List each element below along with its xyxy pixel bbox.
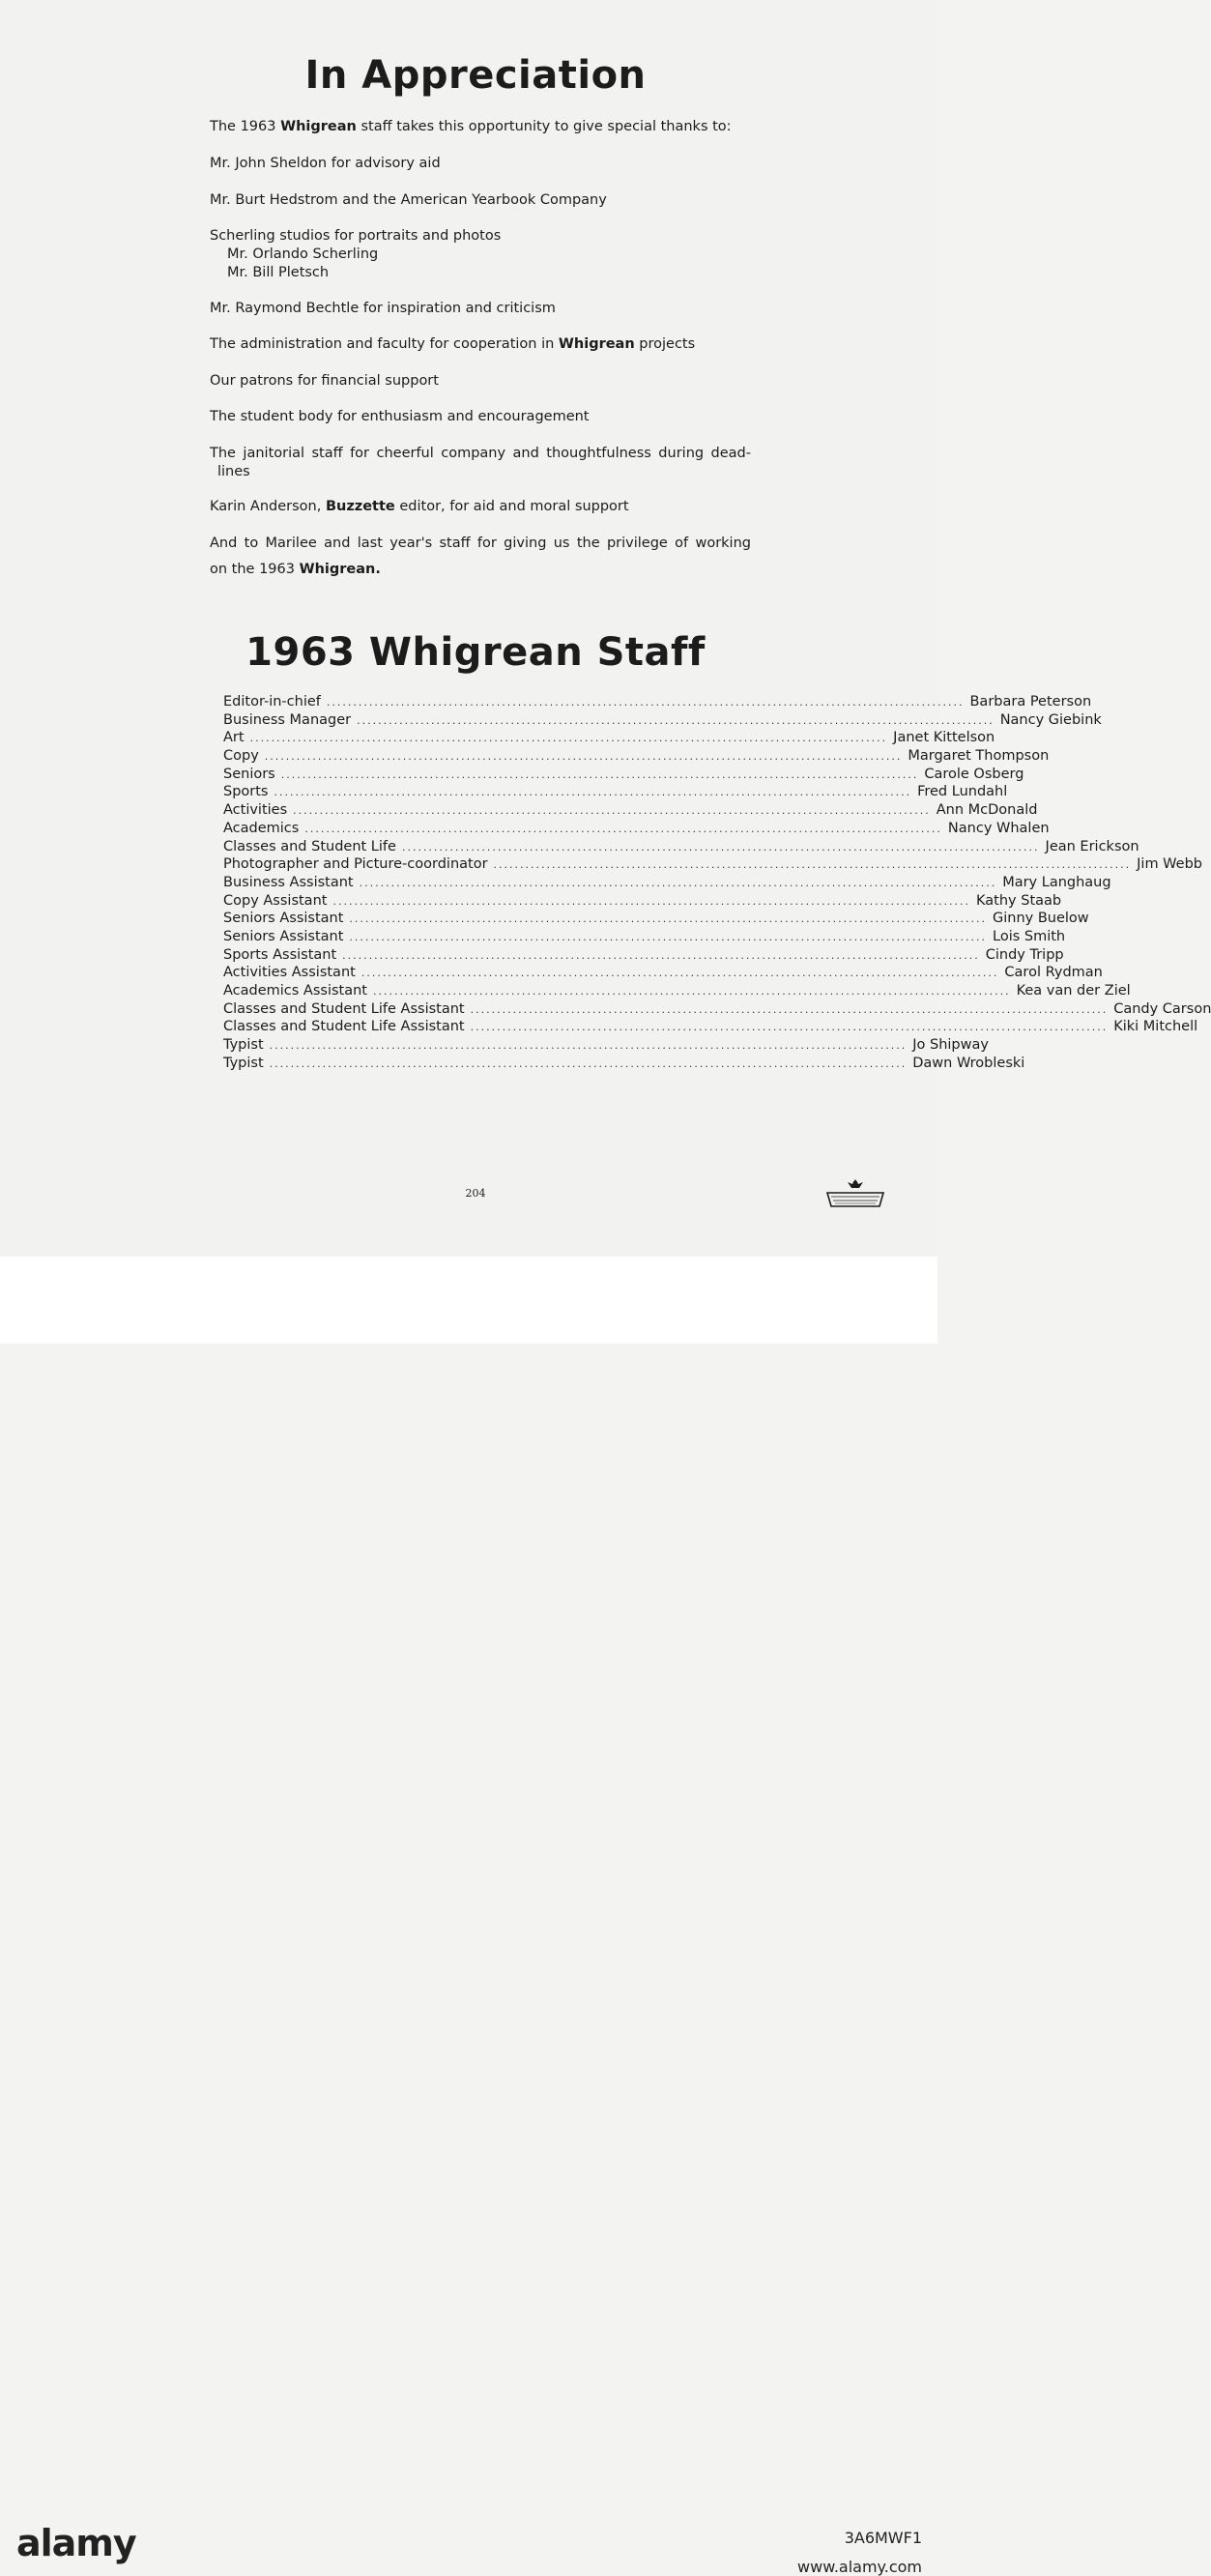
staff-row: [223, 1055, 1025, 1073]
leader-dots: ........................................................................................................................: [360, 967, 999, 980]
staff-name: Kiki Mitchell: [1113, 1019, 1198, 1035]
staff-row: [223, 964, 1103, 982]
staff-role: Activities: [223, 802, 288, 819]
intro-pre: The 1963: [210, 119, 281, 134]
staff-row: [223, 946, 1064, 965]
leader-dots: ........................................................................................................................: [470, 1002, 1109, 1016]
staff-role: Academics: [223, 820, 300, 836]
appreciation-title: In Appreciation: [304, 53, 647, 98]
marilee-line2-pre: on the 1963: [210, 562, 300, 577]
thanks-bechtle: Mr. Raymond Bechtle for inspiration and criticism: [210, 301, 556, 316]
janitorial-line2: lines: [217, 464, 250, 479]
scherling-line: Scherling studios for portraits and photos: [210, 228, 502, 244]
leader-dots: ........................................................................................................................: [332, 894, 971, 908]
staff-name: Jo Shipway: [912, 1037, 989, 1054]
staff-row: [223, 1018, 1198, 1036]
staff-role: Classes and Student Life Assistant: [223, 1000, 465, 1017]
leader-dots: ........................................................................................................................: [269, 1039, 908, 1053]
staff-name: Kathy Staab: [976, 892, 1062, 909]
staff-row: [223, 1000, 1211, 1019]
leader-dots: ........................................................................................................................: [349, 930, 987, 943]
marilee-line2: [210, 561, 751, 579]
staff-role: Classes and Student Life: [223, 838, 396, 854]
thanks-scherling: [210, 227, 751, 282]
leader-dots: ........................................................................................................................: [304, 822, 942, 835]
staff-row: [223, 855, 1202, 874]
staff-name: Carol Rydman: [1004, 965, 1103, 981]
staff-list: [223, 693, 1211, 1072]
admin-pre: The administration and faculty for cooperation in: [210, 336, 559, 352]
intro-bold: Whigrean: [280, 119, 357, 134]
leader-dots: ........................................................................................................................: [359, 876, 997, 889]
yearbook-company-logo: [825, 1177, 885, 1212]
thanks-marilee: [210, 535, 751, 579]
staff-row: [223, 1036, 989, 1055]
staff-name: Nancy Whalen: [947, 820, 1050, 836]
staff-role: Sports: [223, 784, 269, 800]
staff-role: Copy: [223, 748, 259, 765]
leader-dots: ........................................................................................................................: [349, 912, 987, 926]
staff-role: Art: [223, 730, 245, 746]
marilee-line2-bold: Whigrean.: [299, 562, 381, 577]
leader-dots: ........................................................................................................................: [274, 786, 912, 799]
leader-dots: ........................................................................................................................: [373, 985, 1011, 998]
staff-row: [223, 729, 995, 747]
staff-row: [223, 910, 1089, 928]
yearbook-page: [0, 0, 1211, 1257]
staff-row: [223, 801, 1038, 820]
staff-name: Ginny Buelow: [993, 911, 1089, 927]
leader-dots: ........................................................................................................................: [249, 732, 888, 745]
alamy-brand: alamy: [16, 2522, 136, 2564]
staff-role: Photographer and Picture-coordinator: [223, 856, 488, 873]
staff-name: Dawn Wrobleski: [912, 1055, 1025, 1071]
marilee-line1: And to Marilee and last year's staff for giving us the privilege of working: [210, 535, 751, 551]
staff-name: Barbara Peterson: [969, 694, 1092, 709]
staff-role: Business Assistant: [223, 874, 354, 890]
staff-row: [223, 820, 1050, 838]
staff-row: [223, 838, 1139, 856]
thanks-students: The student body for enthusiasm and encouragement: [210, 409, 590, 424]
thanks-hedstrom: Mr. Burt Hedstrom and the American Yearbook Company: [210, 192, 607, 208]
leader-dots: ........................................................................................................................: [401, 840, 1040, 854]
staff-role: Typist: [223, 1055, 264, 1071]
staff-row: [223, 747, 1050, 766]
staff-role: Classes and Student Life Assistant: [223, 1019, 465, 1035]
leader-dots: ........................................................................................................................: [357, 713, 995, 727]
image-id: 3A6MWF1: [844, 2529, 922, 2547]
staff-role: Seniors Assistant: [223, 911, 344, 927]
leader-dots: ........................................................................................................................: [269, 1056, 908, 1070]
leader-dots: ........................................................................................................................: [326, 696, 965, 709]
staff-name: Kea van der Ziel: [1016, 983, 1131, 999]
staff-name: Candy Carson: [1113, 1000, 1211, 1017]
staff-role: Editor-in-chief: [223, 694, 321, 709]
staff-name: Janet Kittelson: [893, 730, 995, 746]
staff-role: Academics Assistant: [223, 983, 367, 999]
staff-role: Sports Assistant: [223, 946, 337, 963]
leader-dots: ........................................................................................................................: [264, 750, 903, 764]
eagle-icon: [825, 1177, 885, 1212]
staff-name: Carole Osberg: [924, 766, 1024, 782]
watermark-footer: [0, 1257, 937, 2576]
thanks-patrons: Our patrons for financial support: [210, 373, 439, 389]
janitorial-line1: The janitorial staff for cheerful company and thoughtfulness during dead-: [210, 446, 751, 461]
intro-line: [210, 118, 751, 136]
staff-name: Nancy Giebink: [999, 711, 1102, 728]
karin-post: editor, for aid and moral support: [394, 499, 629, 514]
leader-dots: ........................................................................................................................: [293, 804, 931, 818]
alamy-url: www.alamy.com: [797, 2558, 922, 2576]
staff-row: [223, 766, 1024, 784]
page-number: 204: [465, 1187, 486, 1200]
staff-row: [223, 874, 1111, 892]
staff-name: Cindy Tripp: [985, 946, 1064, 963]
intro-post: staff takes this opportunity to give special thanks to:: [356, 119, 732, 134]
staff-name: Ann McDonald: [936, 802, 1038, 819]
pletsch-name: Mr. Bill Pletsch: [227, 265, 330, 280]
staff-name: Fred Lundahl: [917, 784, 1008, 800]
staff-row: [223, 783, 1008, 801]
staff-name: Mary Langhaug: [1002, 874, 1111, 890]
leader-dots: ........................................................................................................................: [493, 858, 1132, 872]
leader-dots: ........................................................................................................................: [280, 767, 919, 781]
staff-title: 1963 Whigrean Staff: [245, 630, 706, 675]
staff-role: Seniors Assistant: [223, 928, 344, 944]
thanks-karin: [210, 498, 751, 516]
staff-name: Lois Smith: [993, 928, 1066, 944]
staff-row: [223, 892, 1062, 911]
staff-row: [223, 693, 1092, 711]
admin-bold: Whigrean: [558, 336, 635, 352]
staff-role: Activities Assistant: [223, 965, 356, 981]
scherling-name: Mr. Orlando Scherling: [227, 246, 379, 262]
leader-dots: ........................................................................................................................: [470, 1021, 1109, 1034]
thanks-sheldon: Mr. John Sheldon for advisory aid: [210, 156, 441, 171]
thanks-administration: [210, 335, 751, 354]
staff-role: Business Manager: [223, 711, 352, 728]
staff-role: Seniors: [223, 766, 275, 782]
staff-role: Typist: [223, 1037, 264, 1054]
staff-row: [223, 928, 1066, 946]
staff-name: Jean Erickson: [1045, 838, 1139, 854]
admin-post: projects: [634, 336, 696, 352]
staff-row: [223, 711, 1102, 730]
karin-bold: Buzzette: [325, 499, 395, 514]
thanks-janitorial: [210, 445, 751, 481]
staff-role: Copy Assistant: [223, 892, 328, 909]
staff-name: Jim Webb: [1137, 856, 1202, 873]
staff-name: Margaret Thompson: [908, 748, 1050, 765]
leader-dots: ........................................................................................................................: [342, 948, 980, 962]
karin-pre: Karin Anderson,: [210, 499, 326, 514]
staff-row: [223, 982, 1131, 1000]
